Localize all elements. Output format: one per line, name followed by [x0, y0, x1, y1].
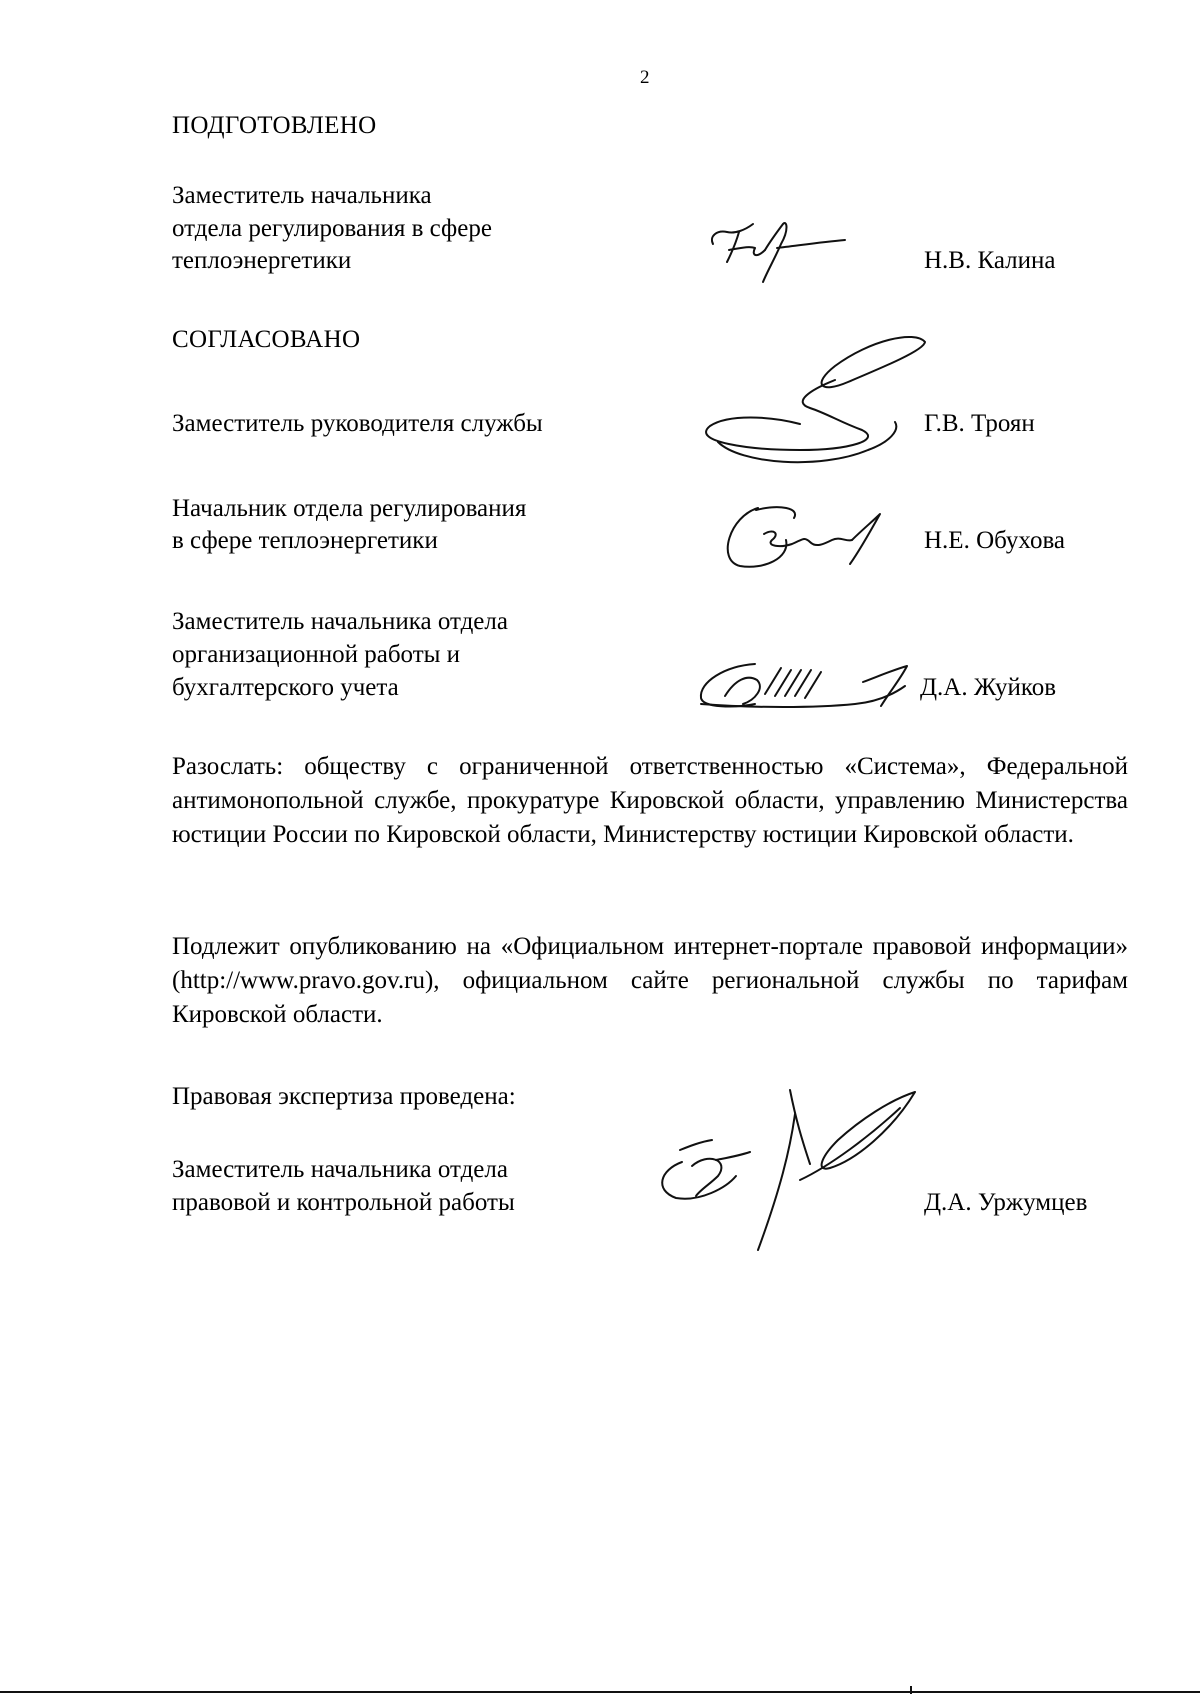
signature-troyan [700, 330, 940, 490]
prepared-heading: ПОДГОТОВЛЕНО [172, 112, 377, 139]
signature-kalina [705, 210, 855, 290]
prepared-position-line: отдела регулирования в сфере [172, 215, 492, 242]
signature-obukhova [720, 500, 900, 580]
agreed-position-line: Заместитель руководителя службы [172, 410, 543, 437]
signer-name: Д.А. Жуйков [920, 674, 1057, 701]
legal-review-position-line: правовой и контрольной работы [172, 1189, 515, 1216]
legal-review-heading: Правовая экспертиза проведена: [172, 1083, 516, 1110]
legal-review-position-line: Заместитель начальника отдела [172, 1156, 508, 1183]
prepared-position-line: теплоэнергетики [172, 247, 352, 274]
page-number: 2 [640, 67, 650, 88]
distribution-list: Разослать: обществу с ограниченной ответственностью «Система», Федеральной антимонопольной службе, прокуратуре Кировской области, управлению Министерства юстиции России по Кировской области, Министерству юстиции Кировской области. [172, 753, 1128, 848]
agreed-position-line: в сфере теплоэнергетики [172, 527, 438, 554]
agreed-position-line: организационной работы и [172, 641, 461, 668]
signer-name: Д.А. Уржумцев [924, 1189, 1088, 1216]
signer-name: Н.Е. Обухова [924, 527, 1066, 554]
signer-name: Н.В. Калина [924, 247, 1056, 274]
signature-zhuikov [695, 650, 925, 720]
bottom-tick [910, 1686, 912, 1694]
signer-name: Г.В. Троян [924, 410, 1035, 437]
agreed-position-line: Заместитель начальника отдела [172, 608, 508, 635]
signature-urzhumtsev [630, 1080, 930, 1250]
bottom-rule [0, 1691, 1200, 1693]
agreed-heading: СОГЛАСОВАНО [172, 326, 361, 353]
agreed-position-line: Начальник отдела регулирования [172, 495, 527, 522]
agreed-position-line: бухгалтерского учета [172, 674, 399, 701]
publication-notice: Подлежит опубликованию на «Официальном интернет-портале правовой информации» (http://www.pravo.gov.ru), официальном сайте региональной службы по тарифам Кировской области. [172, 933, 1128, 1028]
prepared-position-line: Заместитель начальника [172, 182, 432, 209]
